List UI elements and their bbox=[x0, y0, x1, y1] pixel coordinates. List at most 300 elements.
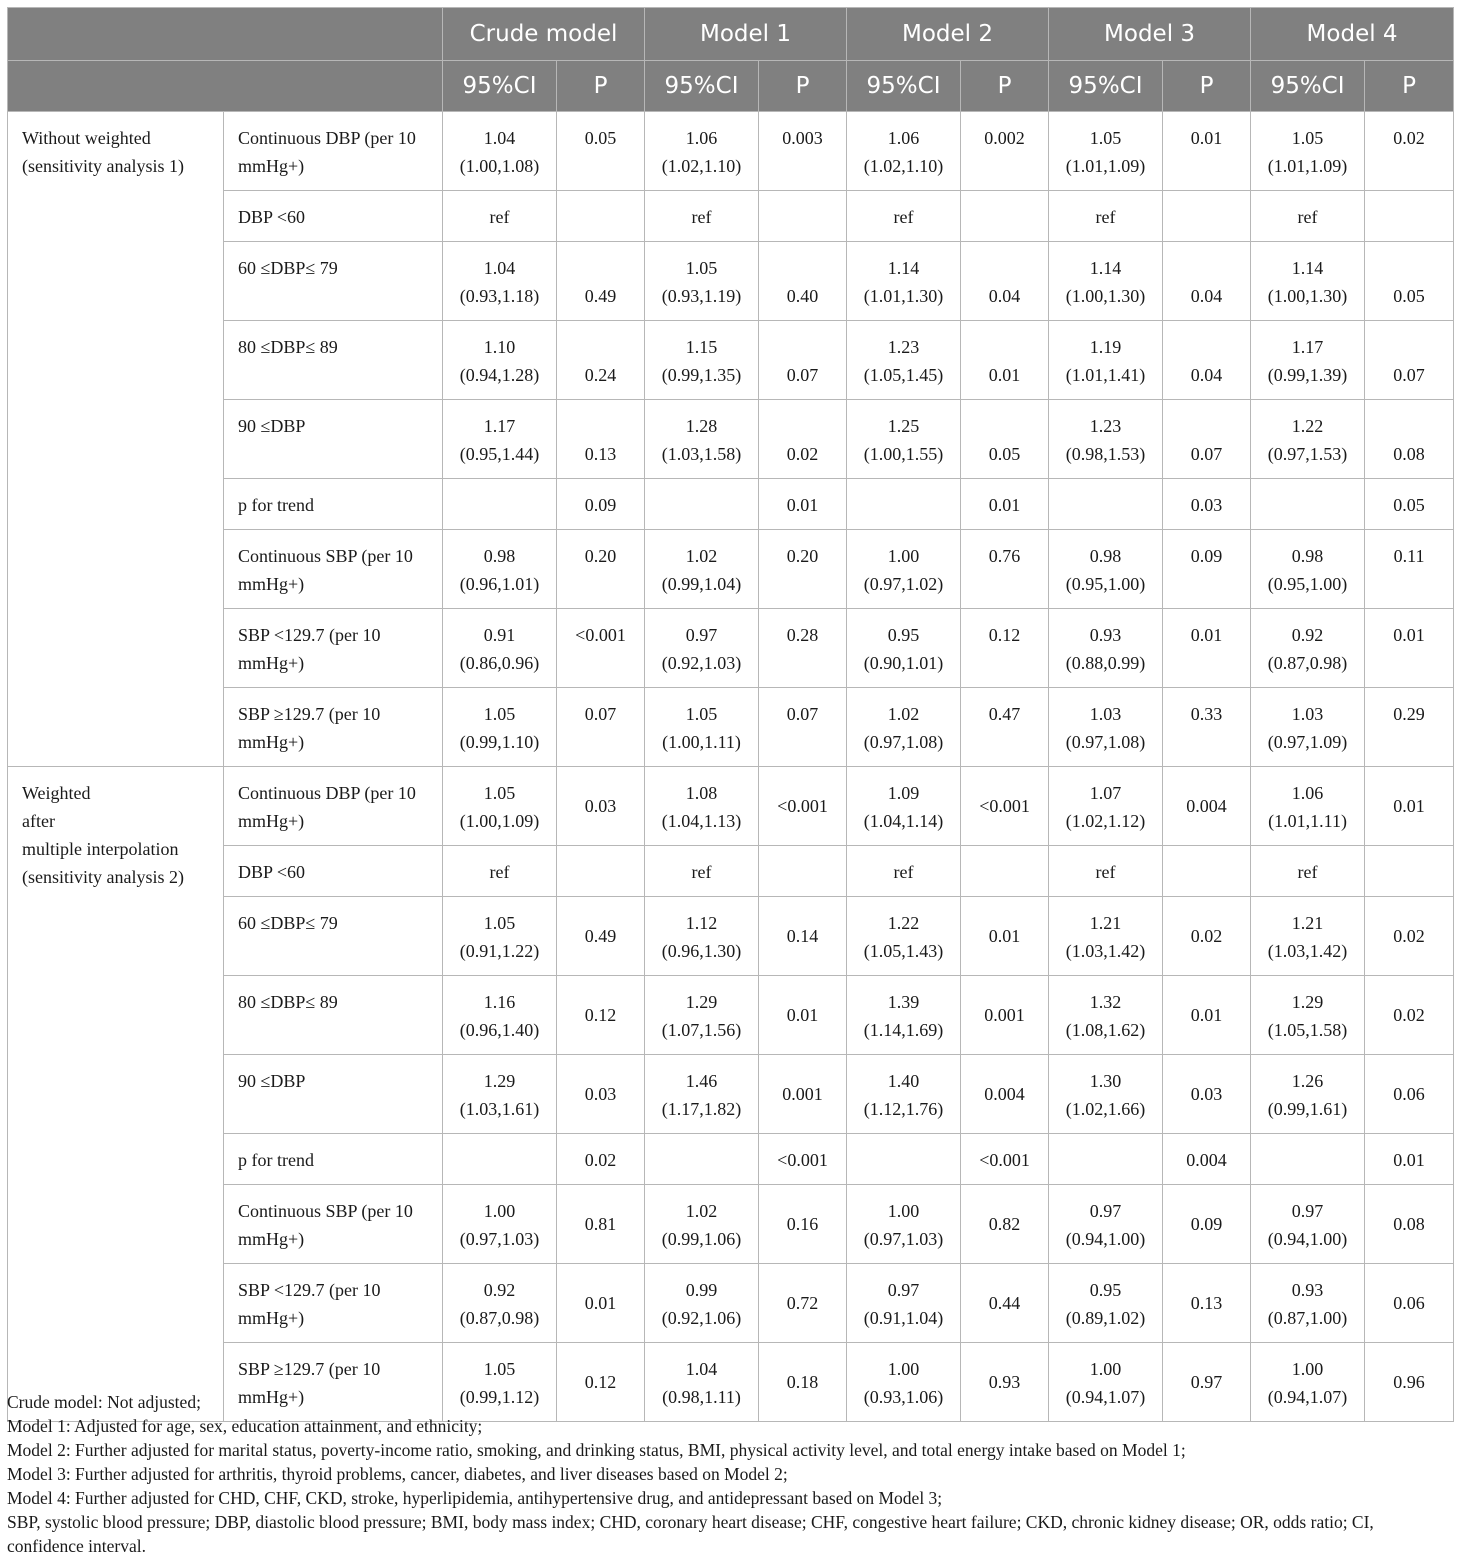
p-value-cell: 0.12 bbox=[557, 976, 645, 1055]
model-header: Model 3 bbox=[1049, 8, 1251, 61]
p-value-cell: 0.08 bbox=[1365, 1185, 1454, 1264]
p-value-cell: 0.02 bbox=[759, 400, 847, 479]
p-value-cell: 0.04 bbox=[1163, 321, 1251, 400]
variable-label: 90 ≤DBP bbox=[224, 1055, 443, 1134]
ci-range: (0.91,1.22) bbox=[459, 941, 540, 961]
subheader-row bbox=[8, 61, 1454, 112]
group-label bbox=[8, 112, 224, 767]
variable-label: Continuous DBP (per 10 mmHg+) bbox=[224, 112, 443, 191]
ci-cell bbox=[847, 1185, 961, 1264]
ci-range: (0.87,1.00) bbox=[1267, 1308, 1348, 1328]
estimate-value: 0.98 bbox=[1291, 546, 1324, 566]
ci-cell bbox=[645, 609, 759, 688]
estimate-value: 1.29 bbox=[685, 992, 718, 1012]
p-value-cell: 0.09 bbox=[1163, 1185, 1251, 1264]
ci-cell bbox=[1049, 242, 1163, 321]
estimate-value: 1.02 bbox=[685, 1201, 718, 1221]
estimate-value: 1.29 bbox=[1291, 992, 1324, 1012]
ci-range: (0.92,1.06) bbox=[661, 1308, 742, 1328]
variable-label: Continuous SBP (per 10 mmHg+) bbox=[224, 530, 443, 609]
ci-cell bbox=[847, 846, 961, 897]
group-label-line: multiple interpolation bbox=[22, 839, 179, 859]
ci-cell bbox=[847, 530, 961, 609]
ci-cell bbox=[443, 1055, 557, 1134]
ci-cell bbox=[443, 479, 557, 530]
ci-range: (1.14,1.69) bbox=[863, 1020, 944, 1040]
estimate-value: ref bbox=[1095, 207, 1116, 227]
p-value-cell: 0.004 bbox=[1163, 1134, 1251, 1185]
estimate-value: 1.05 bbox=[483, 913, 516, 933]
p-value-cell bbox=[1163, 191, 1251, 242]
ci-cell bbox=[1049, 767, 1163, 846]
estimate-value: 1.04 bbox=[483, 128, 516, 148]
ci-cell bbox=[645, 1055, 759, 1134]
ci-cell bbox=[1251, 1264, 1365, 1343]
p-value-cell: 0.02 bbox=[1365, 897, 1454, 976]
p-value-cell: 0.44 bbox=[961, 1264, 1049, 1343]
p-value-cell: 0.49 bbox=[557, 242, 645, 321]
estimate-value: 1.16 bbox=[483, 992, 516, 1012]
footnotes bbox=[7, 1390, 1453, 1558]
p-value-cell: <0.001 bbox=[759, 767, 847, 846]
p-value-cell: 0.76 bbox=[961, 530, 1049, 609]
estimate-value: 0.93 bbox=[1291, 1280, 1324, 1300]
p-value-cell: 0.07 bbox=[1365, 321, 1454, 400]
estimate-value: 1.19 bbox=[1089, 337, 1122, 357]
ci-range: (0.95,1.00) bbox=[1065, 574, 1146, 594]
ci-cell bbox=[1251, 1055, 1365, 1134]
ci-range: (0.93,1.19) bbox=[661, 286, 742, 306]
p-value-cell: 0.01 bbox=[1163, 609, 1251, 688]
ci-range: (1.01,1.11) bbox=[1268, 811, 1347, 831]
estimate-value: 1.05 bbox=[1291, 128, 1324, 148]
ci-cell bbox=[847, 897, 961, 976]
p-value-cell bbox=[557, 191, 645, 242]
ci-cell bbox=[847, 400, 961, 479]
ci-cell bbox=[443, 1134, 557, 1185]
ci-range: (1.00,1.55) bbox=[863, 444, 944, 464]
ci-cell bbox=[1049, 112, 1163, 191]
ci-range: (1.05,1.45) bbox=[863, 365, 944, 385]
ci-cell bbox=[847, 688, 961, 767]
ci-cell bbox=[847, 242, 961, 321]
table-row bbox=[8, 242, 1454, 321]
ci-cell bbox=[1049, 400, 1163, 479]
variable-label: p for trend bbox=[224, 1134, 443, 1185]
ci-range: (0.87,0.98) bbox=[459, 1308, 540, 1328]
estimate-value: 1.00 bbox=[1089, 1359, 1122, 1379]
ci-cell bbox=[1049, 1185, 1163, 1264]
estimate-value: 1.05 bbox=[1089, 128, 1122, 148]
ci-cell bbox=[1251, 400, 1365, 479]
p-value-cell: 0.47 bbox=[961, 688, 1049, 767]
ci-range: (0.90,1.01) bbox=[863, 653, 944, 673]
p-value-cell: 0.28 bbox=[759, 609, 847, 688]
ci-cell bbox=[443, 112, 557, 191]
p-value-cell: 0.06 bbox=[1365, 1055, 1454, 1134]
ci-range: (0.97,1.53) bbox=[1267, 444, 1348, 464]
p-value-cell: 0.13 bbox=[557, 400, 645, 479]
p-value-cell: 0.01 bbox=[1365, 767, 1454, 846]
ci-range: (1.04,1.13) bbox=[661, 811, 742, 831]
variable-label: 60 ≤DBP≤ 79 bbox=[224, 242, 443, 321]
variable-label: SBP <129.7 (per 10 mmHg+) bbox=[224, 1264, 443, 1343]
estimate-value: 1.29 bbox=[483, 1071, 516, 1091]
estimate-value: 0.93 bbox=[1089, 625, 1122, 645]
estimate-value: 0.99 bbox=[685, 1280, 718, 1300]
estimate-value: 1.17 bbox=[1291, 337, 1324, 357]
ci-range: (1.02,1.10) bbox=[863, 156, 944, 176]
ci-cell bbox=[443, 242, 557, 321]
ci-cell bbox=[847, 609, 961, 688]
p-value-cell: 0.001 bbox=[961, 976, 1049, 1055]
estimate-value: 1.05 bbox=[685, 704, 718, 724]
ci-range: (0.88,0.99) bbox=[1065, 653, 1146, 673]
estimate-value: 1.12 bbox=[685, 913, 718, 933]
ci-range: (1.04,1.14) bbox=[863, 811, 944, 831]
estimate-value: 1.05 bbox=[483, 704, 516, 724]
variable-label: 80 ≤DBP≤ 89 bbox=[224, 321, 443, 400]
p-value-cell: 0.40 bbox=[759, 242, 847, 321]
estimate-value: 1.00 bbox=[483, 1201, 516, 1221]
estimate-value: 1.40 bbox=[887, 1071, 920, 1091]
p-value-cell: 0.02 bbox=[1365, 976, 1454, 1055]
ci-cell bbox=[645, 191, 759, 242]
ci-cell bbox=[645, 400, 759, 479]
p-value-cell: 0.03 bbox=[1163, 1055, 1251, 1134]
estimate-value: 1.06 bbox=[1291, 783, 1324, 803]
estimate-value: 1.14 bbox=[1089, 258, 1122, 278]
ci-range: (1.02,1.66) bbox=[1065, 1099, 1146, 1119]
ci-cell bbox=[1251, 767, 1365, 846]
estimate-value: 1.00 bbox=[887, 1359, 920, 1379]
p-value-cell: 0.001 bbox=[759, 1055, 847, 1134]
ci-range: (1.05,1.43) bbox=[863, 941, 944, 961]
ci-range: (1.12,1.76) bbox=[863, 1099, 944, 1119]
ci-range: (1.03,1.58) bbox=[661, 444, 742, 464]
variable-label: SBP ≥129.7 (per 10 mmHg+) bbox=[224, 1343, 443, 1422]
p-value-cell: 0.81 bbox=[557, 1185, 645, 1264]
ci-cell bbox=[443, 400, 557, 479]
ci-range: (0.92,1.03) bbox=[661, 653, 742, 673]
ci-cell bbox=[1049, 1264, 1163, 1343]
ci-cell bbox=[443, 897, 557, 976]
estimate-value: ref bbox=[893, 207, 914, 227]
estimate-value: 1.06 bbox=[685, 128, 718, 148]
p-value-cell: 0.02 bbox=[557, 1134, 645, 1185]
ci-cell bbox=[645, 846, 759, 897]
ci-cell bbox=[1049, 1134, 1163, 1185]
ci-range: (0.99,1.04) bbox=[661, 574, 742, 594]
ci-cell bbox=[1251, 191, 1365, 242]
estimate-value: ref bbox=[489, 207, 510, 227]
estimate-value: 1.09 bbox=[887, 783, 920, 803]
group-label bbox=[8, 767, 224, 1422]
ci-range: (0.93,1.18) bbox=[459, 286, 540, 306]
ci-cell bbox=[847, 1055, 961, 1134]
ci-cell bbox=[1251, 897, 1365, 976]
results-table bbox=[7, 7, 1454, 1422]
p-value-cell: 0.11 bbox=[1365, 530, 1454, 609]
ci-cell bbox=[1251, 846, 1365, 897]
p-value-cell bbox=[961, 846, 1049, 897]
ci-cell bbox=[443, 976, 557, 1055]
ci-range: (0.97,1.08) bbox=[863, 732, 944, 752]
variable-label: DBP <60 bbox=[224, 846, 443, 897]
p-value-cell: 0.12 bbox=[557, 1343, 645, 1422]
variable-label: SBP <129.7 (per 10 mmHg+) bbox=[224, 609, 443, 688]
p-value-cell bbox=[759, 846, 847, 897]
estimate-value: ref bbox=[489, 862, 510, 882]
estimate-value: 1.05 bbox=[483, 783, 516, 803]
ci-range: (0.99,1.06) bbox=[661, 1229, 742, 1249]
p-value-cell: 0.01 bbox=[961, 321, 1049, 400]
p-value-cell: 0.09 bbox=[1163, 530, 1251, 609]
p-value-cell: <0.001 bbox=[557, 609, 645, 688]
table-row bbox=[8, 897, 1454, 976]
ci-range: (1.08,1.62) bbox=[1065, 1020, 1146, 1040]
estimate-value: 0.97 bbox=[887, 1280, 920, 1300]
p-value-cell: 0.004 bbox=[1163, 767, 1251, 846]
estimate-value: 0.91 bbox=[483, 625, 516, 645]
ci-range: (0.99,1.35) bbox=[661, 365, 742, 385]
p-value-cell: 0.02 bbox=[1365, 112, 1454, 191]
estimate-value: 1.28 bbox=[685, 416, 718, 436]
estimate-value: ref bbox=[1297, 862, 1318, 882]
ci-range: (0.99,1.39) bbox=[1267, 365, 1348, 385]
ci-cell bbox=[1049, 479, 1163, 530]
estimate-value: 1.04 bbox=[685, 1359, 718, 1379]
p-value-cell: 0.05 bbox=[1365, 479, 1454, 530]
estimate-value: 1.32 bbox=[1089, 992, 1122, 1012]
p-value-cell: 0.29 bbox=[1365, 688, 1454, 767]
p-value-cell: 0.03 bbox=[557, 1055, 645, 1134]
ci-cell bbox=[645, 976, 759, 1055]
ci-header: 95%CI bbox=[1251, 61, 1365, 112]
p-value-cell: 0.24 bbox=[557, 321, 645, 400]
ci-cell bbox=[645, 479, 759, 530]
estimate-value: 1.26 bbox=[1291, 1071, 1324, 1091]
estimate-value: 1.39 bbox=[887, 992, 920, 1012]
variable-label: Continuous SBP (per 10 mmHg+) bbox=[224, 1185, 443, 1264]
ci-range: (1.00,1.08) bbox=[459, 156, 540, 176]
ci-cell bbox=[1049, 321, 1163, 400]
ci-cell bbox=[443, 609, 557, 688]
estimate-value: 1.03 bbox=[1089, 704, 1122, 724]
footnote-line: Crude model: Not adjusted; bbox=[7, 1392, 201, 1412]
estimate-value: 1.00 bbox=[1291, 1359, 1324, 1379]
ci-cell bbox=[1251, 242, 1365, 321]
p-value-cell: 0.04 bbox=[961, 242, 1049, 321]
ci-range: (1.00,1.30) bbox=[1065, 286, 1146, 306]
ci-range: (0.95,1.00) bbox=[1267, 574, 1348, 594]
ci-range: (1.02,1.12) bbox=[1065, 811, 1146, 831]
table-row bbox=[8, 688, 1454, 767]
estimate-value: 1.15 bbox=[685, 337, 718, 357]
estimate-value: 0.97 bbox=[1291, 1201, 1324, 1221]
variable-label: 90 ≤DBP bbox=[224, 400, 443, 479]
ci-range: (0.94,1.28) bbox=[459, 365, 540, 385]
estimate-value: ref bbox=[691, 207, 712, 227]
ci-cell bbox=[847, 479, 961, 530]
ci-cell bbox=[443, 321, 557, 400]
ci-range: (0.97,1.09) bbox=[1267, 732, 1348, 752]
estimate-value: 0.98 bbox=[483, 546, 516, 566]
p-value-cell: 0.01 bbox=[1163, 976, 1251, 1055]
ci-cell bbox=[1251, 1134, 1365, 1185]
p-header: P bbox=[557, 61, 645, 112]
ci-range: (0.95,1.44) bbox=[459, 444, 540, 464]
p-value-cell: 0.07 bbox=[1163, 400, 1251, 479]
ci-cell bbox=[1251, 976, 1365, 1055]
ci-header: 95%CI bbox=[645, 61, 759, 112]
p-value-cell: 0.09 bbox=[557, 479, 645, 530]
estimate-value: ref bbox=[691, 862, 712, 882]
ci-range: (1.03,1.61) bbox=[459, 1099, 540, 1119]
ci-cell bbox=[1049, 530, 1163, 609]
model-header-row bbox=[8, 8, 1454, 61]
p-value-cell: 0.97 bbox=[1163, 1343, 1251, 1422]
p-value-cell bbox=[1365, 846, 1454, 897]
ci-range: (1.00,1.09) bbox=[459, 811, 540, 831]
ci-range: (0.98,1.53) bbox=[1065, 444, 1146, 464]
model-header: Model 2 bbox=[847, 8, 1049, 61]
p-value-cell: 0.01 bbox=[759, 479, 847, 530]
ci-range: (0.98,1.11) bbox=[662, 1387, 741, 1407]
p-value-cell: 0.16 bbox=[759, 1185, 847, 1264]
ci-cell bbox=[1049, 976, 1163, 1055]
p-value-cell: 0.20 bbox=[557, 530, 645, 609]
p-value-cell: 0.01 bbox=[961, 897, 1049, 976]
estimate-value: ref bbox=[1095, 862, 1116, 882]
ci-cell bbox=[1251, 688, 1365, 767]
estimate-value: 0.97 bbox=[685, 625, 718, 645]
ci-cell bbox=[1049, 688, 1163, 767]
estimate-value: 1.07 bbox=[1089, 783, 1122, 803]
corner-cell bbox=[8, 8, 443, 61]
estimate-value: ref bbox=[893, 862, 914, 882]
ci-range: (1.03,1.42) bbox=[1065, 941, 1146, 961]
p-value-cell: 0.14 bbox=[759, 897, 847, 976]
p-value-cell bbox=[557, 846, 645, 897]
footnote-line: SBP, systolic blood pressure; DBP, diastolic blood pressure; BMI, body mass index; CHD, coronary heart disease; CHF, congestive heart failure; CKD, chronic kidney disease; OR, odds ratio; CI, confidence interval. bbox=[7, 1512, 1374, 1556]
ci-header: 95%CI bbox=[1049, 61, 1163, 112]
estimate-value: 0.92 bbox=[483, 1280, 516, 1300]
table-row bbox=[8, 1134, 1454, 1185]
ci-range: (1.01,1.30) bbox=[863, 286, 944, 306]
ci-range: (0.99,1.12) bbox=[459, 1387, 540, 1407]
estimate-value: 1.23 bbox=[887, 337, 920, 357]
variable-label: DBP <60 bbox=[224, 191, 443, 242]
table-row bbox=[8, 609, 1454, 688]
p-value-cell: 0.07 bbox=[759, 688, 847, 767]
p-header: P bbox=[759, 61, 847, 112]
ci-range: (1.07,1.56) bbox=[661, 1020, 742, 1040]
p-header: P bbox=[961, 61, 1049, 112]
ci-range: (1.00,1.11) bbox=[662, 732, 741, 752]
estimate-value: 1.10 bbox=[483, 337, 516, 357]
footnote-line: Model 1: Adjusted for age, sex, education attainment, and ethnicity; bbox=[7, 1416, 483, 1436]
ci-cell bbox=[1049, 1055, 1163, 1134]
ci-range: (0.94,1.07) bbox=[1065, 1387, 1146, 1407]
variable-label: Continuous DBP (per 10 mmHg+) bbox=[224, 767, 443, 846]
group-label-line: Weighted bbox=[22, 783, 91, 803]
ci-cell bbox=[847, 321, 961, 400]
estimate-value: 1.46 bbox=[685, 1071, 718, 1091]
p-value-cell: 0.82 bbox=[961, 1185, 1049, 1264]
ci-range: (0.96,1.01) bbox=[459, 574, 540, 594]
estimate-value: 1.02 bbox=[685, 546, 718, 566]
p-value-cell: 0.08 bbox=[1365, 400, 1454, 479]
ci-cell bbox=[645, 242, 759, 321]
estimate-value: 1.00 bbox=[887, 546, 920, 566]
variable-label: 80 ≤DBP≤ 89 bbox=[224, 976, 443, 1055]
p-value-cell: 0.49 bbox=[557, 897, 645, 976]
ci-cell bbox=[443, 688, 557, 767]
p-value-cell: 0.05 bbox=[961, 400, 1049, 479]
estimate-value: 1.21 bbox=[1089, 913, 1122, 933]
estimate-value: 1.06 bbox=[887, 128, 920, 148]
estimate-value: 1.30 bbox=[1089, 1071, 1122, 1091]
p-value-cell bbox=[1163, 846, 1251, 897]
estimate-value: 1.08 bbox=[685, 783, 718, 803]
model-header: Crude model bbox=[443, 8, 645, 61]
p-value-cell: 0.03 bbox=[1163, 479, 1251, 530]
ci-cell bbox=[1251, 609, 1365, 688]
ci-cell bbox=[1251, 1185, 1365, 1264]
estimate-value: 1.05 bbox=[483, 1359, 516, 1379]
footnote-line: Model 2: Further adjusted for marital status, poverty-income ratio, smoking, and drinking status, BMI, physical activity level, and total energy intake based on Model 1; bbox=[7, 1440, 1186, 1460]
table-row bbox=[8, 1264, 1454, 1343]
estimate-value: 1.02 bbox=[887, 704, 920, 724]
p-value-cell: 0.05 bbox=[1365, 242, 1454, 321]
ci-cell bbox=[1251, 530, 1365, 609]
variable-label: 60 ≤DBP≤ 79 bbox=[224, 897, 443, 976]
p-value-cell: 0.01 bbox=[1365, 1134, 1454, 1185]
ci-cell bbox=[645, 688, 759, 767]
ci-cell bbox=[645, 112, 759, 191]
ci-range: (0.86,0.96) bbox=[459, 653, 540, 673]
p-value-cell: 0.03 bbox=[557, 767, 645, 846]
ci-cell bbox=[645, 1185, 759, 1264]
ci-cell bbox=[443, 1185, 557, 1264]
estimate-value: 1.22 bbox=[887, 913, 920, 933]
table-row bbox=[8, 191, 1454, 242]
ci-cell bbox=[443, 530, 557, 609]
ci-range: (1.01,1.09) bbox=[1267, 156, 1348, 176]
p-value-cell: 0.13 bbox=[1163, 1264, 1251, 1343]
estimate-value: 1.21 bbox=[1291, 913, 1324, 933]
ci-cell bbox=[645, 1264, 759, 1343]
ci-cell bbox=[1251, 321, 1365, 400]
corner-cell bbox=[8, 61, 443, 112]
p-value-cell: 0.96 bbox=[1365, 1343, 1454, 1422]
ci-range: (0.94,1.07) bbox=[1267, 1387, 1348, 1407]
p-value-cell: 0.72 bbox=[759, 1264, 847, 1343]
group-label-line: (sensitivity analysis 1) bbox=[22, 156, 184, 176]
ci-range: (0.97,1.02) bbox=[863, 574, 944, 594]
estimate-value: 0.95 bbox=[887, 625, 920, 645]
ci-cell bbox=[847, 191, 961, 242]
estimate-value: ref bbox=[1297, 207, 1318, 227]
footnote-line: Model 3: Further adjusted for arthritis, thyroid problems, cancer, diabetes, and liver diseases based on Model 2; bbox=[7, 1464, 788, 1484]
ci-header: 95%CI bbox=[443, 61, 557, 112]
p-value-cell: 0.07 bbox=[759, 321, 847, 400]
p-value-cell: <0.001 bbox=[759, 1134, 847, 1185]
estimate-value: 0.97 bbox=[1089, 1201, 1122, 1221]
ci-cell bbox=[443, 1264, 557, 1343]
footnote-line: Model 4: Further adjusted for CHD, CHF, CKD, stroke, hyperlipidemia, antihypertensive drug, and antidepressant based on Model 3; bbox=[7, 1488, 943, 1508]
